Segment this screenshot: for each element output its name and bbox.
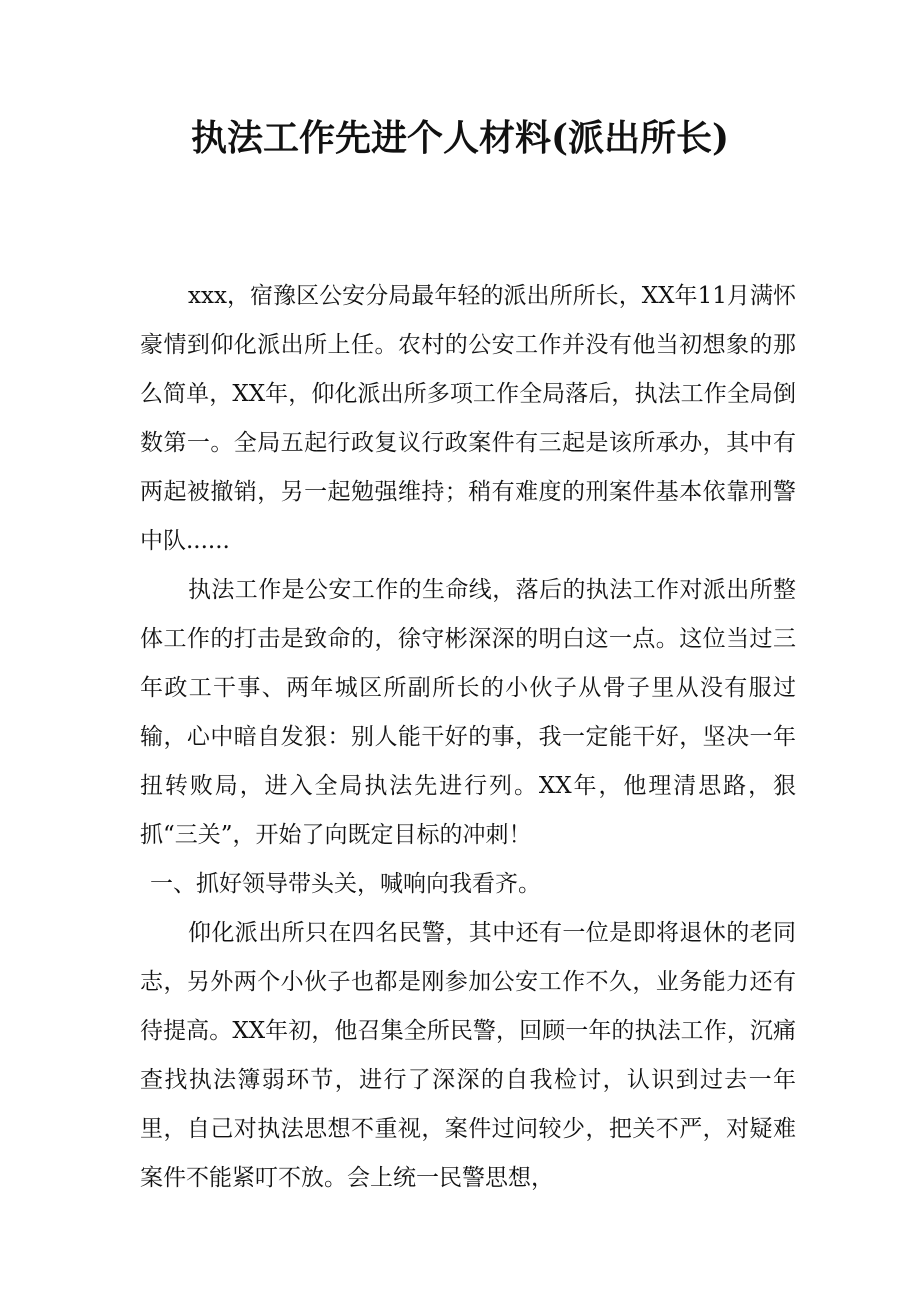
- paragraph-section-one: 仰化派出所只在四名民警，其中还有一位是即将退休的老同志，另外两个小伙子也都是刚参加公安工作不久，业务能力还有待提高。XX年初，他召集全所民警，回顾一年的执法工作，沉痛查找执法簿弱环节，进行了深深的自我检讨，认识到过去一年里，自己对执法思想不重视，案件过问较少，把关不严，对疑难案件不能紧叮不放。会上统一民警思想，: [140, 920, 796, 1191]
- section-heading: 一、抓好领导带头关，喊响向我看齐。: [150, 871, 541, 897]
- paragraph-intro: xxx，宿豫区公安分局最年轻的派出所所长，XX年11月满怀豪情到仰化派出所上任。农村的公安工作并没有他当初想象的那么简单，XX年，仰化派出所多项工作全局落后，执法工作全局倒数第一。全局五起行政复议行政案件有三起是该所承办，其中有两起被撤销，另一起勉强维持；稍有难度的刑案件基本依靠刑警中队......: [140, 283, 796, 554]
- paragraph-lifeline: 执法工作是公安工作的生命线，落后的执法工作对派出所整体工作的打击是致命的，徐守彬深深的明白这一点。这位当过三年政工干事、两年城区所副所长的小伙子从骨子里从没有服过输，心中暗自发狠：别人能干好的事，我一定能干好，坚决一年扭转败局，进入全局执法先进行列。XX年，他理清思路，狠抓“三关”，开始了向既定目标的冲刺！: [140, 577, 796, 848]
- document-body: [140, 272, 796, 1203]
- document-title: 执法工作先进个人材料(派出所长): [190, 117, 730, 159]
